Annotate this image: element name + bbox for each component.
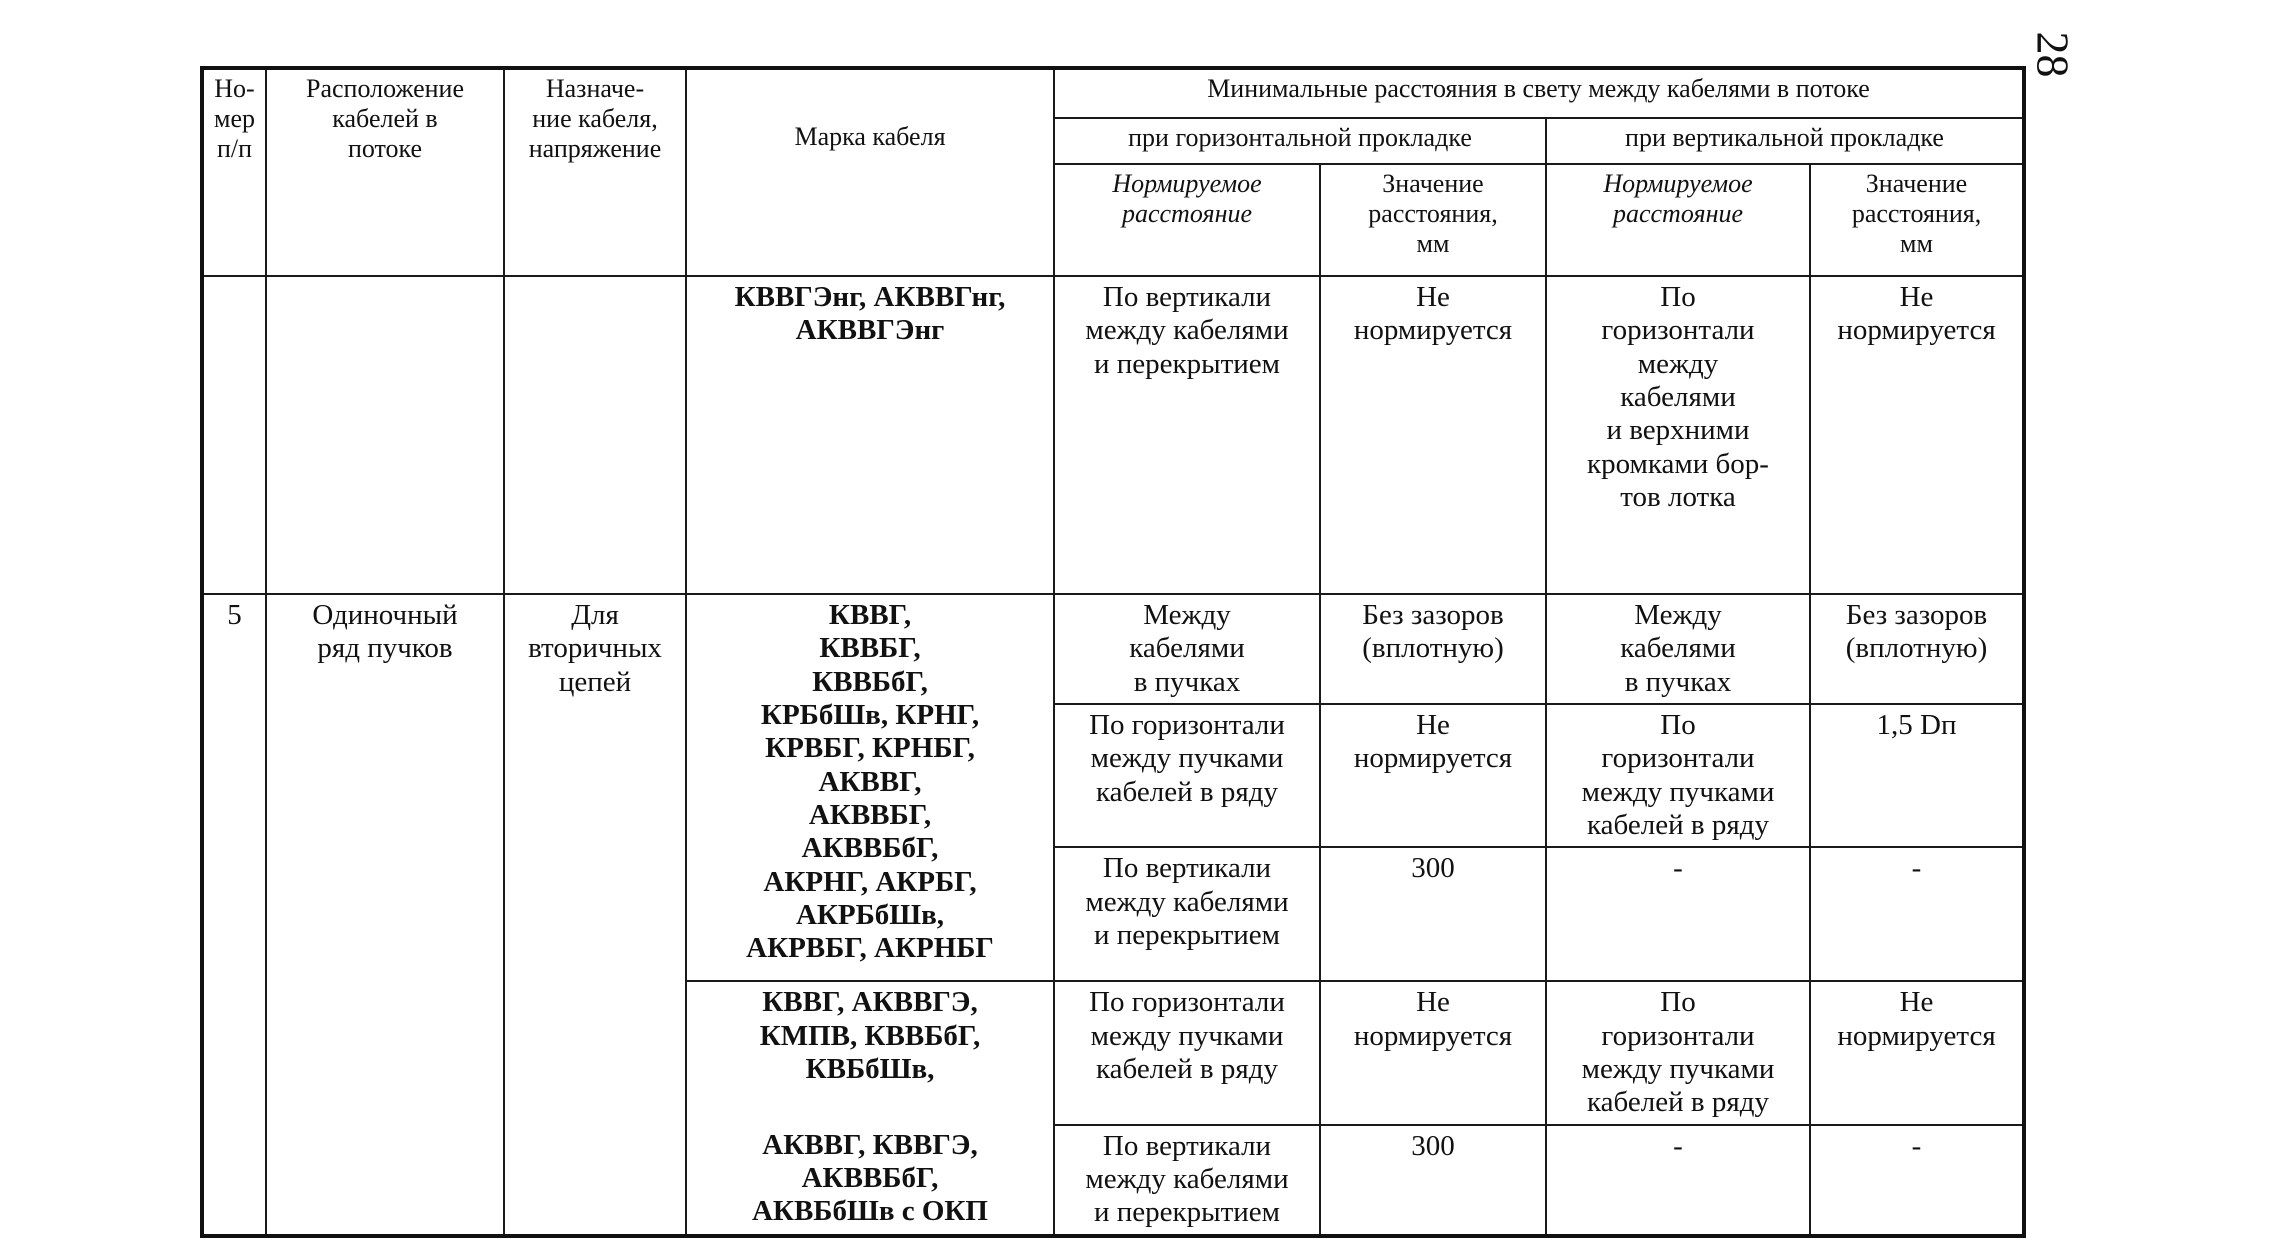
cell-h-value: Не нормируется: [1320, 981, 1546, 1124]
header-h-value: Значение расстояния, мм: [1320, 164, 1546, 276]
header-purpose: Назначе- ние кабеля, напряжение: [504, 68, 686, 276]
header-location: Расположение кабелей в потоке: [266, 68, 504, 276]
cell-h-value: Не нормируется: [1320, 276, 1546, 594]
cell-location: Одиночный ряд пучков: [266, 594, 504, 1236]
page-number: 28: [2027, 31, 2079, 78]
cell-v-value: 1,5 Dп: [1810, 704, 2024, 847]
cell-v-norm: По горизонтали между пучками кабелей в ряду: [1546, 704, 1810, 847]
cell-brand: КВВГЭнг, АКВВГнг, АКВВГЭнг: [686, 276, 1054, 594]
cell-number: [202, 276, 266, 594]
table-row: [202, 276, 2024, 594]
header-v-value: Значение расстояния, мм: [1810, 164, 2024, 276]
cell-brand: КВВГ, КВВБГ, КВВБбГ, КРБбШв, КРНГ, КРВБГ, КРНБГ, АКВВГ, АКВВБГ, АКВВБбГ, АКРНГ, АКРБГ, АКРБбШв, АКРВБГ, АКРНБГ: [686, 594, 1054, 981]
header-h-norm: Нормируемое расстояние: [1054, 164, 1320, 276]
cell-v-value: Не нормируется: [1810, 276, 2024, 594]
cell-purpose: Для вторичных цепей: [504, 594, 686, 1236]
cell-v-value: Не нормируется: [1810, 981, 2024, 1124]
cell-brand: КВВГ, АКВВГЭ, КМПВ, КВВБбГ, КВБбШв,: [686, 981, 1054, 1124]
cell-h-norm: По вертикали между кабелями и перекрытием: [1054, 847, 1320, 981]
cell-h-value: 300: [1320, 847, 1546, 981]
cell-v-norm: По горизонтали между пучками кабелей в ряду: [1546, 981, 1810, 1124]
cell-h-value: 300: [1320, 1125, 1546, 1236]
cell-v-norm: Между кабелями в пучках: [1546, 594, 1810, 704]
header-number: Но- мер п/п: [202, 68, 266, 276]
cell-h-norm: По вертикали между кабелями и перекрытием: [1054, 1125, 1320, 1236]
header-v-norm: Нормируемое расстояние: [1546, 164, 1810, 276]
cell-h-norm: По горизонтали между пучками кабелей в ряду: [1054, 981, 1320, 1124]
header-vertical: при вертикальной прокладке: [1546, 118, 2024, 164]
header-brand: Марка кабеля: [686, 68, 1054, 276]
cell-v-norm: -: [1546, 847, 1810, 981]
cell-v-norm: -: [1546, 1125, 1810, 1236]
table-row: [202, 594, 2024, 704]
cell-h-norm: Между кабелями в пучках: [1054, 594, 1320, 704]
cell-h-norm: По вертикали между кабелями и перекрытием: [1054, 276, 1320, 594]
cell-number: 5: [202, 594, 266, 1236]
header-min-distances: Минимальные расстояния в свету между кабелями в потоке: [1054, 68, 2024, 118]
cell-h-norm: По горизонтали между пучками кабелей в ряду: [1054, 704, 1320, 847]
cell-location: [266, 276, 504, 594]
cell-v-value: -: [1810, 847, 2024, 981]
cell-v-norm: По горизонтали между кабелями и верхними кромками бор- тов лотка: [1546, 276, 1810, 594]
header-horizontal: при горизонтальной прокладке: [1054, 118, 1546, 164]
cell-h-value: Не нормируется: [1320, 704, 1546, 847]
cell-v-value: -: [1810, 1125, 2024, 1236]
cell-v-value: Без зазоров (вплотную): [1810, 594, 2024, 704]
cell-purpose: [504, 276, 686, 594]
cable-distance-table: [200, 66, 2026, 1238]
cell-brand: АКВВГ, КВВГЭ, АКВВБбГ, АКВБбШв с ОКП: [686, 1125, 1054, 1236]
cell-h-value: Без зазоров (вплотную): [1320, 594, 1546, 704]
